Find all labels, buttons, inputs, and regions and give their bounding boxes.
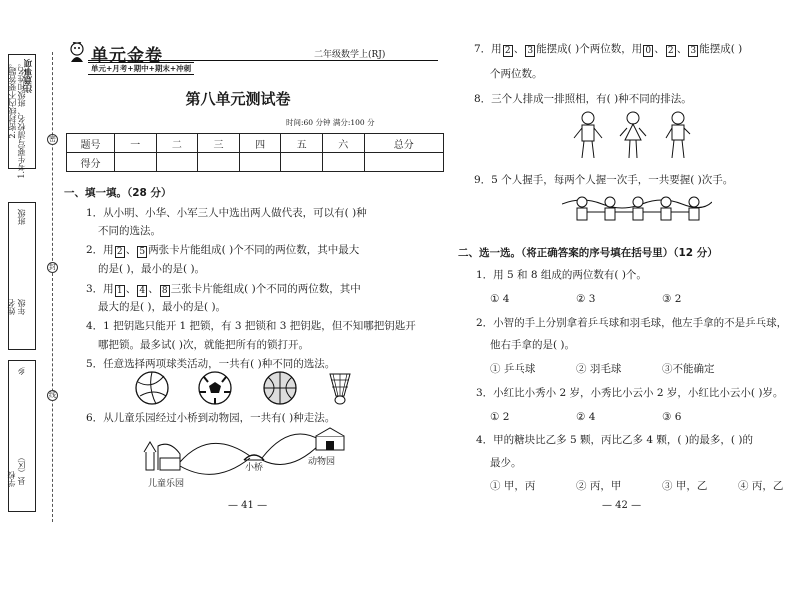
option-text: ③ 6 (662, 411, 682, 423)
grade-label: 二年级数学上(RJ) (314, 50, 386, 60)
section-heading: 一、填一填。（28 分） (64, 187, 172, 199)
table-cell: 四 (239, 134, 281, 153)
option-text: ② 3 (576, 293, 596, 305)
option-text: ④ 丙，乙 (738, 480, 784, 492)
notes-heading: 注意事项 (24, 59, 34, 93)
option-text: ① 4 (490, 293, 510, 305)
q-prefix: 3．用 (86, 283, 114, 295)
q-suffix: 两张卡片能组成( )个不同的两位数，其中最大 (148, 244, 360, 256)
q-prefix: 2．用 (86, 244, 114, 256)
question-text: 个两位数。 (490, 68, 543, 80)
question-text: 哪把锁。最多试( )次，就能把所有的锁打开。 (98, 339, 310, 351)
handshake-children-icon (577, 197, 699, 220)
option-text: ① 甲，丙 (490, 480, 536, 492)
table-row (67, 153, 444, 172)
number-card: 4 (137, 285, 147, 297)
number-card: 5 (137, 246, 147, 258)
option-text: ③不能确定 (662, 363, 715, 375)
option-text: ② 羽毛球 (576, 363, 622, 375)
soccer-ball-icon (199, 372, 231, 404)
notes-box (8, 54, 36, 179)
binding-margin (4, 52, 60, 522)
name-field-label: 姓名 (7, 299, 16, 315)
three-children-illustration (570, 110, 700, 162)
option-text: ③ 甲，乙 (662, 480, 708, 492)
question-text: 最少。 (490, 457, 522, 469)
basketball-icon (264, 372, 296, 404)
option-text: ② 4 (576, 411, 596, 423)
header-rule (88, 60, 438, 61)
question-text: 9．5 个人握手，每两个人握一次手，一共要握( )次手。 (474, 174, 734, 186)
map-label-zoo: 动物园 (308, 457, 336, 467)
question-text: 不同的选法。 (98, 225, 161, 237)
grade-field-label: 年级 (17, 299, 26, 315)
seal-mark: 密 (49, 135, 56, 143)
option-text: ① 2 (490, 411, 510, 423)
bridge-icon (244, 455, 264, 460)
seal-mark: 线 (49, 391, 56, 399)
score-input-cell[interactable] (156, 153, 198, 172)
q-prefix: 7．用 (474, 43, 502, 55)
school-field-label: 学校 (7, 471, 16, 487)
school-box (8, 360, 36, 512)
child-icon (620, 112, 646, 158)
handshake-illustration (562, 192, 712, 228)
q-sep: 、 (125, 244, 137, 256)
score-input-cell[interactable] (322, 153, 364, 172)
town-field-label: 乡 (17, 367, 26, 375)
question-text: 7．用 2 、 3 能摆成( )个两位数，用 0 、 2 、 3 能摆成( ) (474, 43, 743, 56)
playground-icon (144, 442, 180, 470)
child-icon (574, 112, 602, 158)
question-text: 4．1 把钥匙只能开 1 把锁，有 3 把锁和 3 把钥匙，但不知哪把钥匙开 (86, 320, 416, 332)
number-card: 0 (643, 45, 653, 57)
mascot-logo-icon (68, 42, 86, 64)
seal-mark: 封 (49, 263, 56, 271)
table-cell: 五 (281, 134, 323, 153)
score-input-cell[interactable] (239, 153, 281, 172)
class-name-box (8, 202, 36, 350)
table-cell: 总分 (364, 134, 443, 153)
question-text: 5．任意选择两项球类活动，一共有( )种不同的选法。 (86, 358, 336, 370)
time-info: 时间:60 分钟 满分:100 分 (286, 118, 375, 127)
table-cell: 一 (115, 134, 157, 153)
table-cell: 二 (156, 134, 198, 153)
shuttlecock-icon (330, 374, 350, 404)
number-card: 3 (688, 45, 698, 57)
number-card: 8 (160, 285, 170, 297)
question-text (86, 243, 359, 258)
question-text: 4．甲的糖块比乙多 5 颗，丙比乙多 4 颗，( )的最多，( )的 (476, 434, 753, 446)
balls-illustration (134, 370, 354, 406)
volleyball-icon (136, 372, 168, 404)
q-suffix: 三张卡片能组成( )个不同的两位数，其中 (170, 283, 361, 295)
question-text: 8．三个人排成一排照相，有( )种不同的排法。 (474, 93, 692, 105)
question-text: 1．用 5 和 8 组成的两位数有( )个。 (476, 269, 647, 281)
score-input-cell[interactable] (115, 153, 157, 172)
question-text: 3．用 1 、 4 、 8 三张卡片能组成( )个不同的两位数，其中 (86, 283, 361, 296)
question-text: 3．小红比小秀小 2 岁，小秀比小云小 2 岁，小红比小云小( )岁。 (476, 387, 784, 399)
question-text: 2．小智的手上分别拿着乒乓球和羽毛球，他左手拿的不是乒乓球， (476, 317, 788, 329)
table-cell: 六 (322, 134, 364, 153)
county-field-label: 县（区） (17, 453, 26, 485)
brand-subtitle: 单元+月考+期中+期末+冲刺 (88, 62, 194, 75)
question-text: 他右手拿的是( )。 (490, 339, 576, 351)
page-number-right: — 42 — (602, 500, 642, 511)
table-cell: 题号 (67, 134, 115, 153)
score-input-cell[interactable] (364, 153, 443, 172)
page-title: 第八单元测试卷 (185, 90, 291, 108)
table-cell: 得分 (67, 153, 115, 172)
number-card: 2 (115, 246, 125, 258)
q-suffix: 能摆成( ) (699, 43, 743, 55)
seal-line (52, 52, 53, 522)
section-heading: 二、选一选。（将正确答案的序号填在括号里）（12 分） (458, 247, 718, 259)
table-row (67, 134, 444, 153)
question-text: 最大的是( )，最小的是( )。 (98, 301, 227, 313)
number-card: 2 (666, 45, 676, 57)
option-text: ③ 2 (662, 293, 682, 305)
question-text: 1．从小明、小华、小军三人中选出两人做代表，可以有( )种 (86, 207, 367, 219)
map-label-playground: 儿童乐园 (148, 479, 185, 489)
option-text: ① 乒乓球 (490, 363, 536, 375)
number-card: 1 (115, 285, 125, 297)
score-input-cell[interactable] (198, 153, 240, 172)
child-icon (666, 112, 690, 158)
class-field-label: 班级 (17, 209, 26, 225)
map-label-bridge: 小桥 (245, 463, 264, 473)
score-input-cell[interactable] (281, 153, 323, 172)
page-number-left: — 41 — (228, 500, 268, 511)
note-2: 2.密封线内不要答题。 (8, 59, 17, 139)
number-card: 3 (525, 45, 535, 57)
note-1: 1.考生要写清校名、班级和姓名。 (17, 59, 26, 179)
table-cell: 三 (198, 134, 240, 153)
brand-title: 单元金卷 (91, 46, 163, 66)
zoo-icon (316, 428, 344, 450)
question-text: 的是( )，最小的是( )。 (98, 263, 206, 275)
q-middle: 能摆成( )个两位数，用 (536, 43, 643, 55)
score-table (66, 133, 444, 172)
number-card: 2 (503, 45, 513, 57)
option-text: ② 丙，甲 (576, 480, 622, 492)
question-text: 6．从儿童乐园经过小桥到动物园，一共有( )种走法。 (86, 412, 336, 424)
